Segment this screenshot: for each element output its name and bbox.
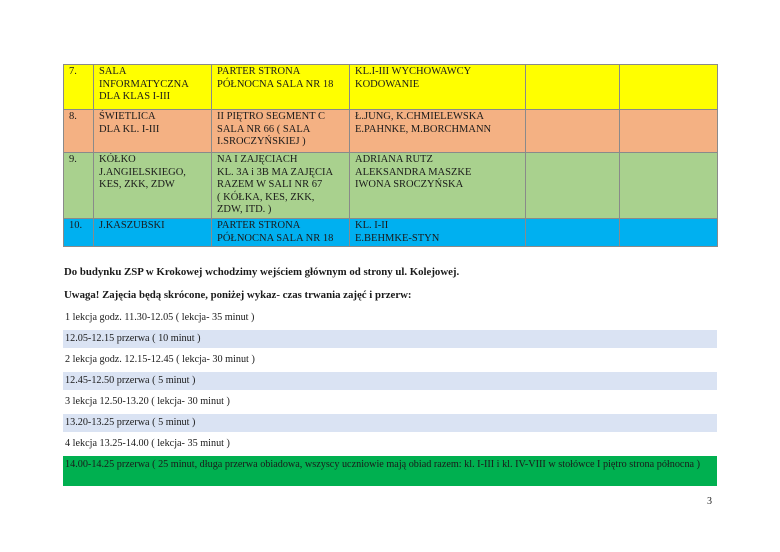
warning-note: Uwaga! Zajęcia będą skrócone, poniżej wykaz- czas trwania zajęć i przerw: [64, 289, 412, 301]
teachers-cell: ADRIANA RUTZ ALEKSANDRA MASZKE IWONA SROCZYŃSKA [350, 153, 526, 219]
schedule-line: 4 lekcja 13.25-14.00 ( lekcja- 35 minut ) [65, 438, 230, 449]
location-cell: NA I ZAJĘCIACH KL. 3A i 3B MA ZAJĘCIA RAZEM W SALI NR 67 ( KÓŁKA, KES, ZKK, ZDW, ITD. ) [212, 153, 350, 219]
schedule-line: 1 lekcja godz. 11.30-12.05 ( lekcja- 35 minut ) [65, 312, 255, 323]
empty-cell [620, 65, 718, 110]
row-number-cell: 9. [64, 153, 94, 219]
schedule-line: 2 lekcja godz. 12.15-12.45 ( lekcja- 30 minut ) [65, 354, 255, 365]
empty-cell [526, 65, 620, 110]
schedule-line: 3 lekcja 12.50-13.20 ( lekcja- 30 minut ) [65, 396, 230, 407]
empty-cell [620, 219, 718, 247]
schedule-line: 13.20-13.25 przerwa ( 5 minut ) [63, 414, 717, 432]
empty-cell [620, 153, 718, 219]
table-row [64, 153, 718, 219]
empty-cell [526, 219, 620, 247]
location-cell: PARTER STRONA PÓŁNOCNA SALA NR 18 [212, 219, 350, 247]
location-cell: PARTER STRONA PÓŁNOCNA SALA NR 18 [212, 65, 350, 110]
empty-cell [526, 110, 620, 153]
table-row [64, 219, 718, 247]
row-number-cell: 8. [64, 110, 94, 153]
schedule-line: 12.05-12.15 przerwa ( 10 minut ) [63, 330, 717, 348]
schedule-line: 12.45-12.50 przerwa ( 5 minut ) [63, 372, 717, 390]
teachers-cell: KL.I-III WYCHOWAWCY KODOWANIE [350, 65, 526, 110]
empty-cell [526, 153, 620, 219]
room-cell: SALA INFORMATYCZNA DLA KLAS I-III [94, 65, 212, 110]
teachers-cell: Ł.JUNG, K.CHMIELEWSKA E.PAHNKE, M.BORCHMANN [350, 110, 526, 153]
row-number-cell: 7. [64, 65, 94, 110]
rooms-table [63, 64, 718, 247]
room-cell: ŚWIETLICA DLA KL. I-III [94, 110, 212, 153]
entrance-note: Do budynku ZSP w Krokowej wchodzimy wejściem głównym od strony ul. Kolejowej. [64, 266, 460, 278]
page-number: 3 [707, 496, 712, 507]
schedule-line-lunch-break: 14.00-14.25 przerwa ( 25 minut, długa przerwa obiadowa, wszyscy uczniowie mają obiad razem: kl. I-III i kl. IV-VIII w stołówce I piętro strona północna ) [63, 456, 717, 486]
table-row [64, 110, 718, 153]
location-cell: II PIĘTRO SEGMENT C SALA NR 66 ( SALA I.SROCZYŃSKIEJ ) [212, 110, 350, 153]
room-cell: KÓŁKO J.ANGIELSKIEGO, KES, ZKK, ZDW [94, 153, 212, 219]
teachers-cell: KL. I-II E.BEHMKE-STYN [350, 219, 526, 247]
room-cell: J.KASZUBSKI [94, 219, 212, 247]
empty-cell [620, 110, 718, 153]
row-number-cell: 10. [64, 219, 94, 247]
table-row [64, 65, 718, 110]
